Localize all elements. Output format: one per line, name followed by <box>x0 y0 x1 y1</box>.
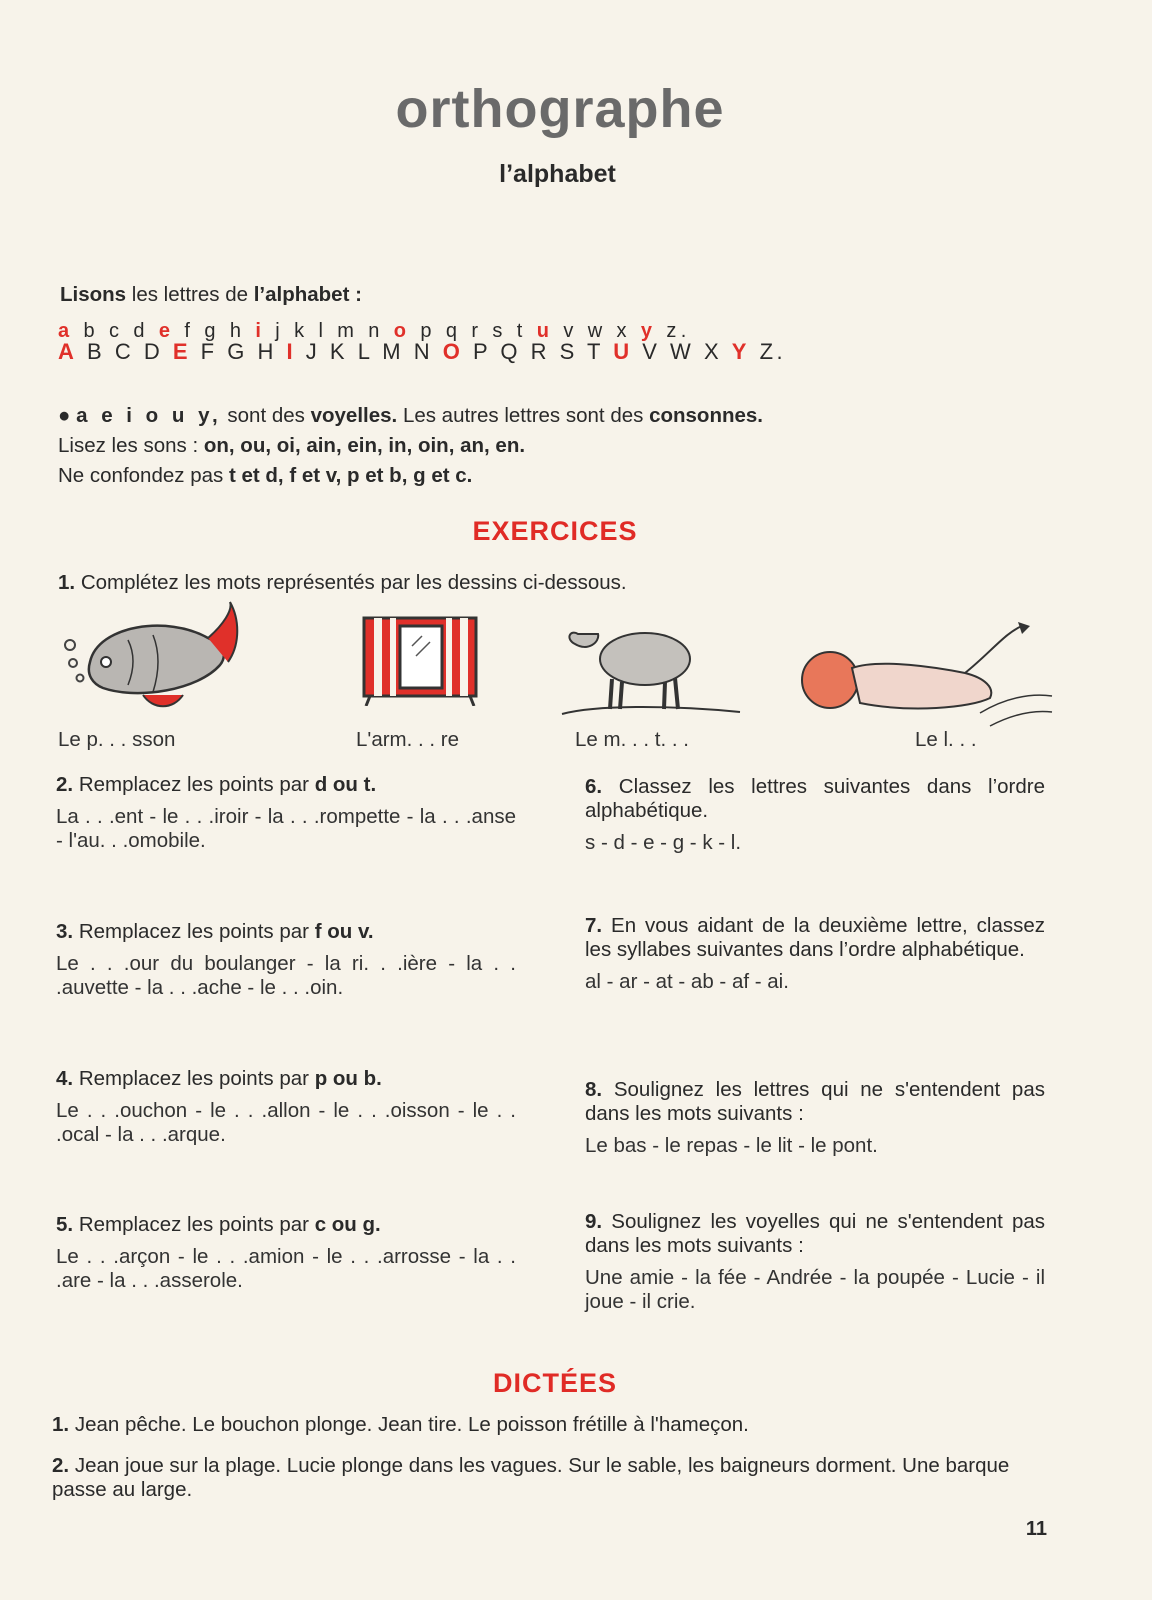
exercise-1 <box>58 571 627 595</box>
consonnes-word: consonnes. <box>649 404 763 427</box>
alphabet-letter: z. <box>666 320 691 342</box>
dictee-text: Jean pêche. Le bouchon plonge. Jean tire. Le poisson frétille à l'hameçon. <box>74 1413 749 1436</box>
alphabet-letter: i <box>255 320 266 342</box>
alphabet-letter: P <box>472 339 491 364</box>
alphabet-letter: S <box>559 339 578 364</box>
wardrobe-icon <box>360 616 480 706</box>
alphabet-letter: H <box>257 339 277 364</box>
exercise-letters: c ou g. <box>314 1213 381 1236</box>
confondez-pairs: t et d, f et v, p et b, g et c. <box>228 464 473 487</box>
dictee-text: Jean joue sur la plage. Lucie plonge dans les vagues. Sur le sable, les baigneurs dorment. Une barque passe au large. <box>52 1454 1010 1501</box>
exercise-text: Remplacez les points par <box>78 920 309 943</box>
uppercase-alphabet <box>58 340 786 364</box>
exercise-text: Classez les lettres suivantes dans l’ordre alphabétique. <box>585 775 1045 822</box>
exercise-text: Complétez les mots représentés par les dessins ci-dessous. <box>80 571 627 594</box>
dictee-1 <box>52 1413 1052 1437</box>
vowels-mid: sont des <box>227 404 305 427</box>
exercise-number: 6. <box>585 775 603 798</box>
lead-colon: : <box>355 283 362 306</box>
alphabet-letter: l <box>318 320 328 342</box>
confondez-lead: Ne confondez pas <box>58 464 224 487</box>
exercise-text: Remplacez les points par <box>78 1067 309 1090</box>
lead-bold2: l’alphabet <box>253 283 350 306</box>
alphabet-letter: g <box>204 320 220 342</box>
exercise-4 <box>56 1067 516 1147</box>
dictee-number: 2. <box>52 1454 70 1477</box>
alphabet-letter: w <box>587 320 607 342</box>
dictees-heading: DICTÉES <box>492 1368 618 1398</box>
alphabet-letter: F <box>200 339 218 364</box>
alphabet-letter: o <box>393 320 411 342</box>
sons-note <box>58 434 525 458</box>
alphabet-letter: h <box>229 320 246 342</box>
exercise-3 <box>56 920 516 1000</box>
alphabet-letter: J <box>305 339 321 364</box>
confondez-note <box>58 464 472 488</box>
exercise-number: 3. <box>56 920 74 943</box>
alphabet-letter: f <box>184 320 195 342</box>
exercise-body: al - ar - at - ab - af - ai. <box>585 970 789 993</box>
exercise-number: 4. <box>56 1067 74 1090</box>
exercise-number: 7. <box>585 914 603 937</box>
exercise-text: Remplacez les points par <box>78 773 309 796</box>
alphabet-letter: e <box>158 320 175 342</box>
fish-icon <box>58 600 243 715</box>
alphabet-letter: U <box>613 339 633 364</box>
exercise-body: Une amie - la fée - Andrée - la poupée - Lucie - il joue - il crie. <box>585 1266 1045 1313</box>
alphabet-letter: v <box>563 320 578 342</box>
exercise-body: Le bas - le repas - le lit - le pont. <box>585 1134 878 1157</box>
alphabet-lead <box>60 283 362 307</box>
alphabet-letter: R <box>530 339 551 364</box>
exercise-number: 1. <box>58 571 76 594</box>
drawing-caption: Le p. . . sson <box>58 728 176 751</box>
alphabet-letter: G <box>227 339 248 364</box>
alphabet-letter: y <box>640 320 657 342</box>
alphabet-letter: E <box>172 339 192 364</box>
alphabet-letter: a <box>58 320 74 342</box>
exercise-number: 5. <box>56 1213 74 1236</box>
alphabet-letter: V <box>642 339 661 364</box>
exercise-text: Soulignez les voyelles qui ne s'entendent pas dans les mots suivants : <box>585 1210 1045 1257</box>
lion-icon <box>790 618 1055 728</box>
alphabet-letter: d <box>133 320 149 342</box>
alphabet-letter: B <box>87 339 106 364</box>
exercise-letters: d ou t. <box>314 773 377 796</box>
exercise-body: Le . . .ouchon - le . . .allon - le . . .oisson - le . . .ocal - la . . .arque. <box>56 1099 516 1146</box>
exercise-number: 2. <box>56 773 74 796</box>
exercise-body: Le . . .arçon - le . . .amion - le . . .arrosse - la . . .are - la . . .asserole. <box>56 1245 516 1292</box>
lead-bold: Lisons <box>60 283 127 306</box>
vowels-rest: Les autres lettres sont des <box>402 404 644 427</box>
vowels-note <box>58 404 763 428</box>
bullet-icon: ● <box>58 404 71 427</box>
page-title: orthographe <box>395 79 725 139</box>
alphabet-letter: I <box>286 339 297 364</box>
alphabet-letter: c <box>109 320 124 342</box>
exercise-6 <box>585 775 1045 855</box>
sons-list: on, ou, oi, ain, ein, in, oin, an, en. <box>203 434 526 457</box>
alphabet-letter: Q <box>500 339 521 364</box>
alphabet-letter: b <box>83 320 100 342</box>
exercise-9 <box>585 1210 1045 1314</box>
alphabet-letter: M <box>382 339 405 364</box>
exercise-letters: f ou v. <box>314 920 374 943</box>
exercise-5 <box>56 1213 516 1293</box>
exercise-letters: p ou b. <box>314 1067 382 1090</box>
exercise-body: La . . .ent - le . . .iroir - la . . .rompette - la . . .anse - l'au. . .omobile. <box>56 805 516 852</box>
alphabet-letter: j <box>275 320 285 342</box>
alphabet-letter: q <box>445 320 462 342</box>
exercise-2 <box>56 773 516 853</box>
exercise-number: 9. <box>585 1210 603 1233</box>
exercise-7 <box>585 914 1045 994</box>
sons-lead: Lisez les sons : <box>58 434 199 457</box>
lead-mid: les lettres de <box>131 283 249 306</box>
alphabet-letter: Z. <box>759 339 787 364</box>
alphabet-letter: t <box>516 320 527 342</box>
alphabet-letter: A <box>58 339 78 364</box>
page-number: 11 <box>1025 1518 1047 1540</box>
alphabet-letter: D <box>143 339 164 364</box>
exercise-text: Soulignez les lettres qui ne s'entendent pas dans les mots suivants : <box>585 1078 1045 1125</box>
exercise-number: 8. <box>585 1078 603 1101</box>
alphabet-letter: N <box>413 339 434 364</box>
alphabet-letter: k <box>294 320 309 342</box>
sheep-icon <box>560 614 745 719</box>
page-subtitle: l’alphabet <box>499 160 616 188</box>
drawing-caption: Le l. . . <box>915 728 977 751</box>
alphabet-letter: p <box>420 320 436 342</box>
alphabet-letter: K <box>329 339 349 364</box>
alphabet-letter: n <box>368 320 384 342</box>
drawing-caption: Le m. . . t. . . <box>575 728 689 751</box>
vowels-word: voyelles. <box>310 404 398 427</box>
drawing-caption: L'arm. . . re <box>356 728 460 751</box>
exercise-text: En vous aidant de la deuxième lettre, classez les syllabes suivantes dans l’ordre alphabétique. <box>585 914 1046 961</box>
alphabet-letter: X <box>703 339 723 364</box>
alphabet-letter: W <box>670 339 695 364</box>
alphabet-letter: O <box>442 339 464 364</box>
alphabet-letter: m <box>337 320 359 342</box>
alphabet-letter: Y <box>731 339 750 364</box>
dictee-2 <box>52 1454 1052 1502</box>
exercise-text: Remplacez les points par <box>78 1213 309 1236</box>
dictee-number: 1. <box>52 1413 70 1436</box>
alphabet-letter: T <box>587 339 604 364</box>
vowels-list: a e i o u y, <box>76 404 222 427</box>
exercise-8 <box>585 1078 1045 1158</box>
alphabet-letter: x <box>616 320 631 342</box>
exercise-body: Le . . .our du boulanger - la ri. . .ière - la . . .auvette - la . . .ache - le . . .oin. <box>56 952 516 999</box>
alphabet-letter: L <box>357 339 373 364</box>
exercices-heading: EXERCICES <box>472 516 638 546</box>
exercise-body: s - d - e - g - k - l. <box>585 831 742 854</box>
alphabet-letter: u <box>536 320 554 342</box>
alphabet-letter: r <box>471 320 483 342</box>
alphabet-letter: C <box>114 339 135 364</box>
alphabet-letter: s <box>492 320 507 342</box>
